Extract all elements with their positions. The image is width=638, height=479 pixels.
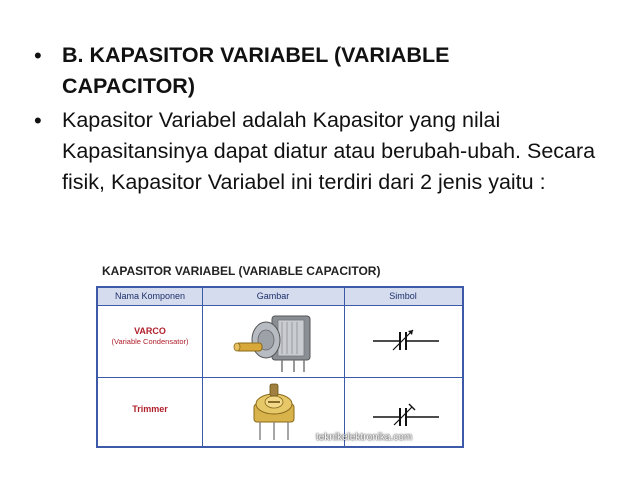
section-heading: B. KAPASITOR VARIABEL (VARIABLE CAPACITOR) bbox=[62, 43, 450, 98]
watermark: teknikelektronika.com bbox=[316, 432, 413, 443]
trimmer-capacitor-symbol-icon bbox=[373, 402, 439, 435]
column-divider bbox=[202, 288, 203, 446]
variable-capacitor-symbol-icon bbox=[373, 326, 439, 359]
bullet-paragraph: Kapasitor Variabel adalah Kapasitor yang nilai Kapasitansinya dapat diatur atau berubah-ubah. Secara fisik, Kapasitor Variabel ini terdiri dari 2 jenis yaitu : bbox=[62, 108, 596, 194]
component-subname: (Variable Condensator) bbox=[111, 337, 189, 346]
bullet-item bbox=[34, 40, 614, 102]
capacitor-figure bbox=[96, 264, 466, 454]
figure-title: KAPASITOR VARIABEL (VARIABLE CAPACITOR) bbox=[102, 264, 381, 278]
column-divider bbox=[344, 288, 345, 446]
header-name: Nama Komponen bbox=[98, 288, 202, 306]
trimmer-photo-icon bbox=[248, 382, 300, 449]
bullet-item bbox=[34, 105, 614, 198]
component-name: Trimmer bbox=[132, 404, 168, 414]
header-picture: Gambar bbox=[202, 288, 344, 306]
table-row-name bbox=[98, 326, 202, 346]
component-name: VARCO bbox=[134, 326, 166, 336]
component-table bbox=[96, 286, 464, 448]
bullet-icon: • bbox=[34, 108, 42, 133]
bullet-list bbox=[34, 40, 614, 198]
table-row-name bbox=[98, 404, 202, 414]
header-symbol: Simbol bbox=[344, 288, 462, 306]
varco-photo-icon bbox=[232, 310, 316, 381]
bullet-icon: • bbox=[34, 43, 42, 68]
